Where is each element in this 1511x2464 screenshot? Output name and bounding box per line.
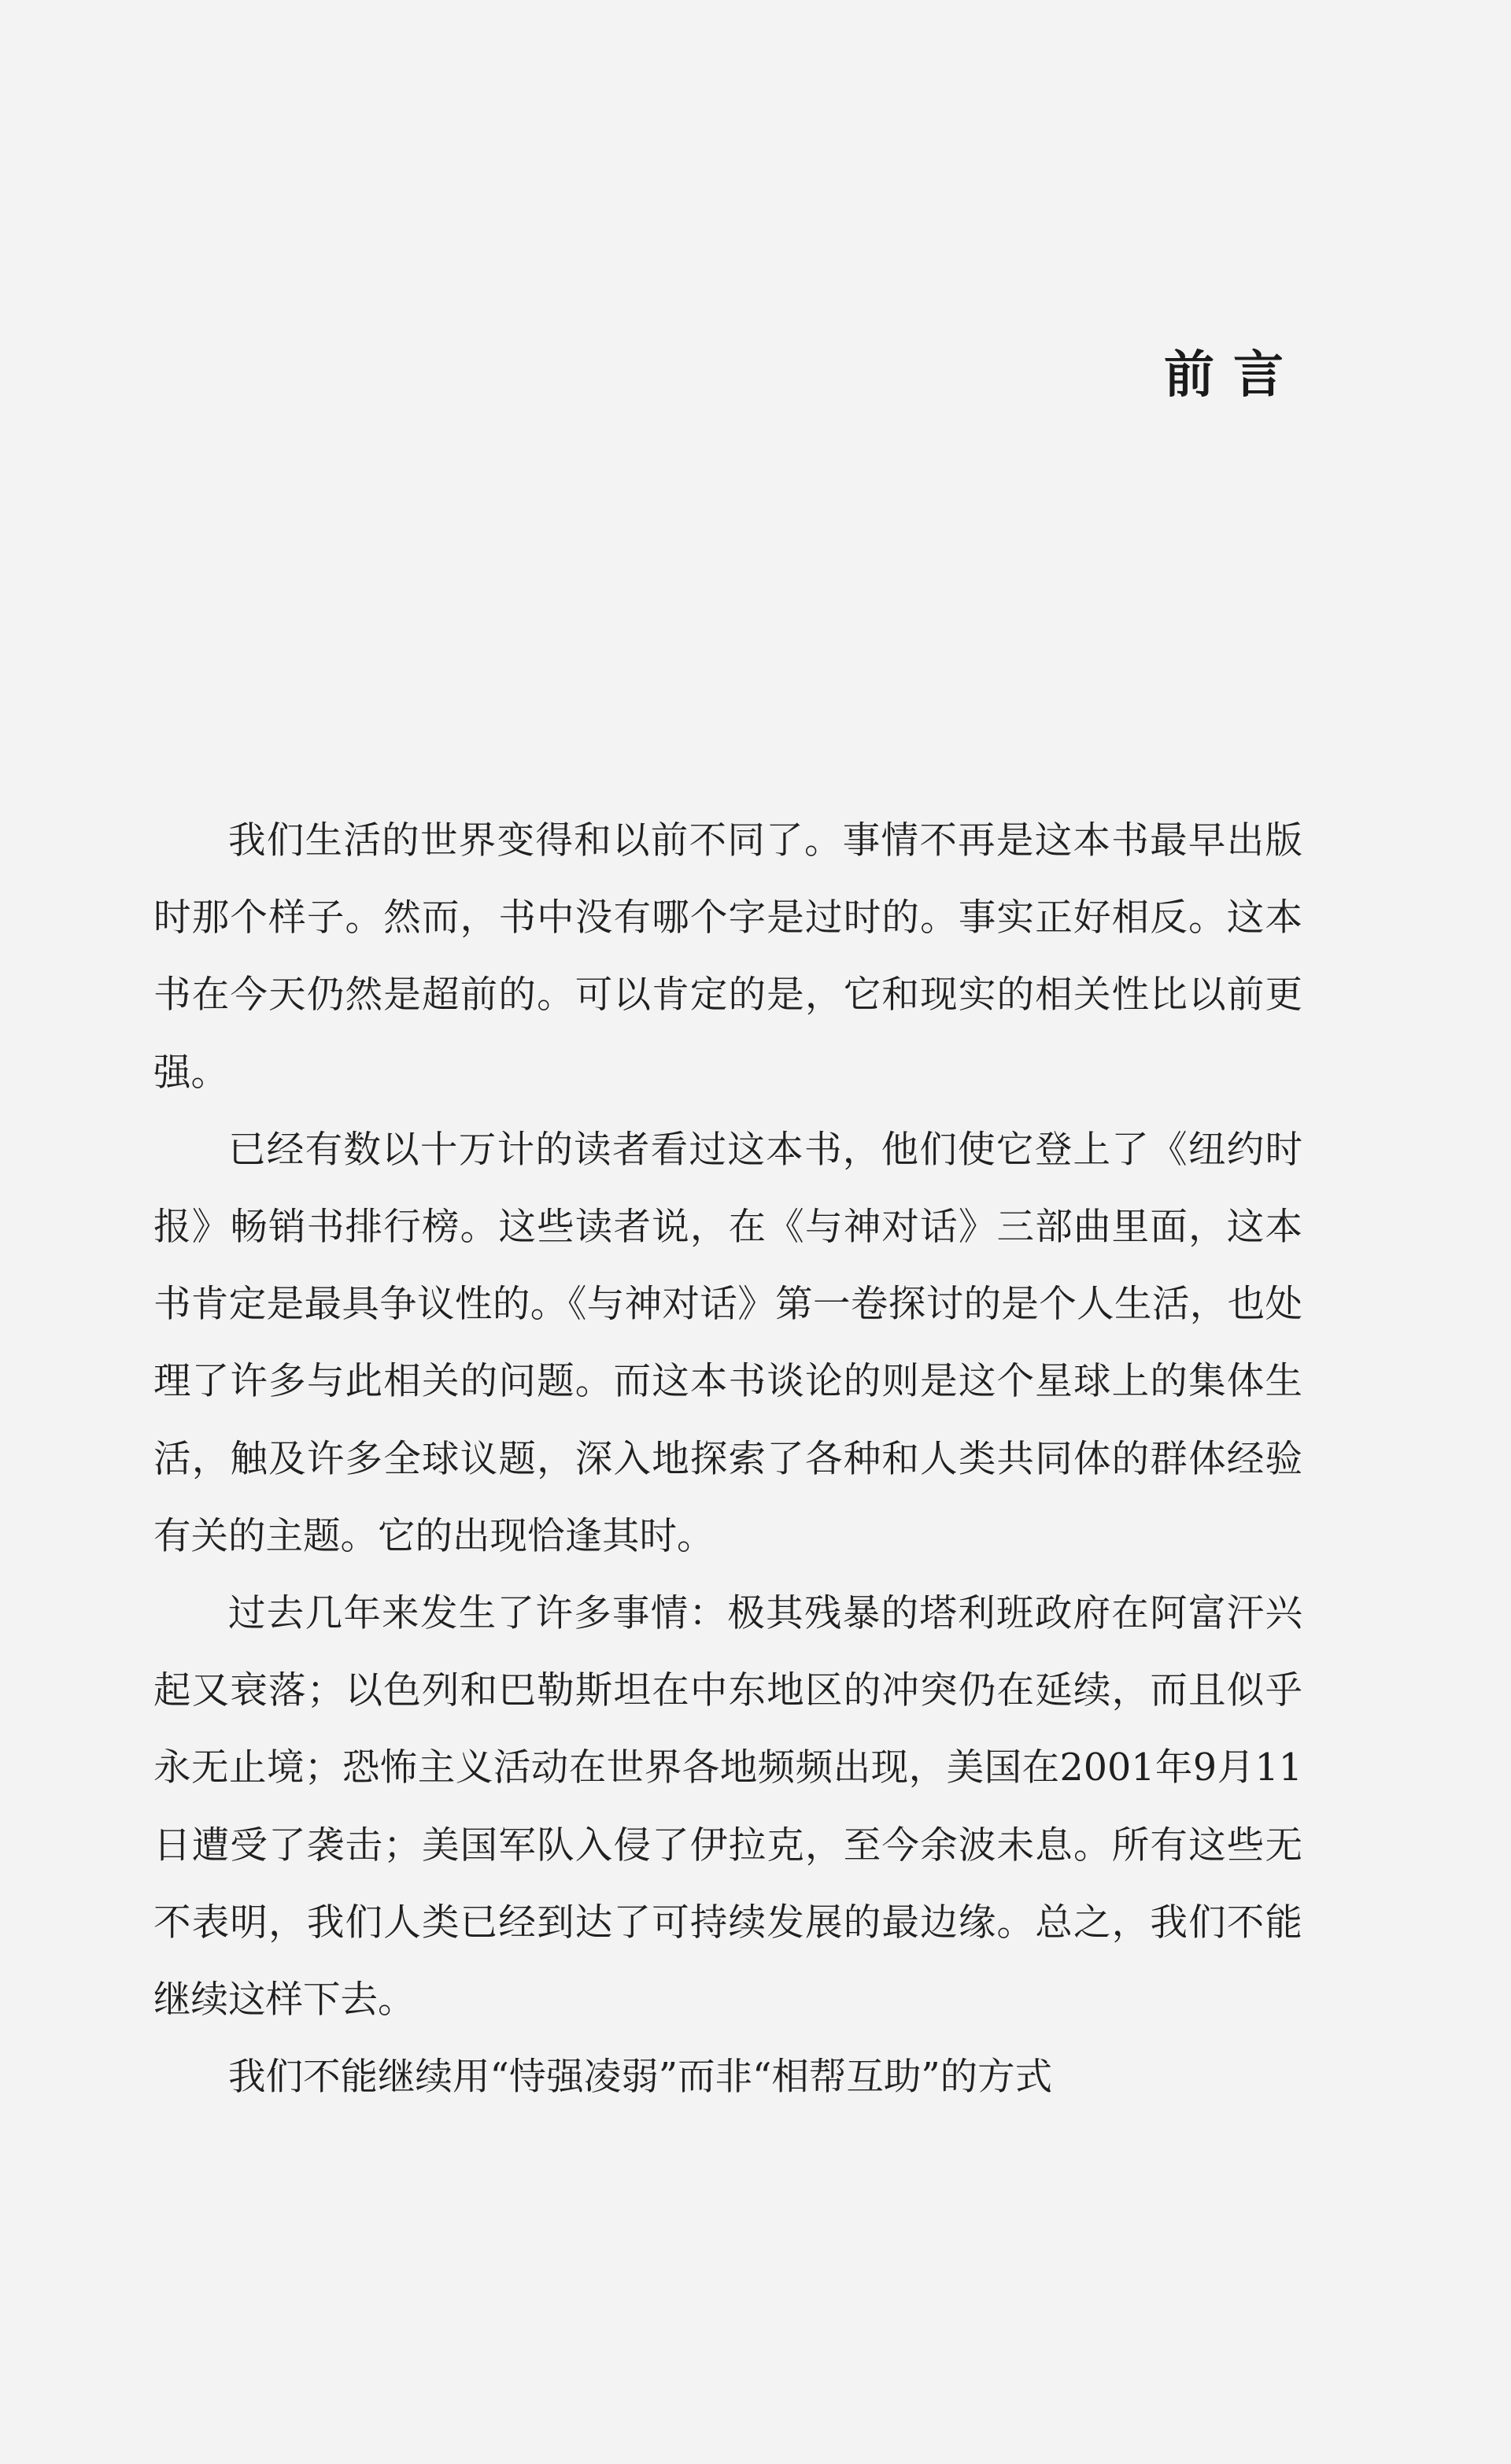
paragraph-2: 已经有数以十万计的读者看过这本书，他们使它登上了《纽约时报》畅销书排行榜。这些读者说，在《与神对话》三部曲里面，这本书肯定是最具争议性的。《与神对话》第一卷探讨的是个人生活，也处理了许多与此相关的问题。而这本书谈论的则是这个星球上的集体生活，触及许多全球议题，深入地探索了各种和人类共同体的群体经验有关的主题。它的出现恰逢其时。 [153, 1128, 1302, 1558]
chapter-title: 前言 [1164, 345, 1302, 405]
paragraph-3: 过去几年来发生了许多事情：极其残暴的塔利班政府在阿富汗兴起又衰落；以色列和巴勒斯坦在中东地区的冲突仍在延续，而且似乎永无止境；恐怖主义活动在世界各地频频出现，美国在2001年9月11日遭受了袭击；美国军队入侵了伊拉克，至今余波未息。所有这些无不表明，我们人类已经到达了可持续发展的最边缘。总之，我们不能继续这样下去。 [153, 1592, 1302, 2023]
paragraph-4: 我们不能继续用“恃强凌弱”而非“相帮互助”的方式 [228, 2056, 1053, 2100]
paragraph-1: 我们生活的世界变得和以前不同了。事情不再是这本书最早出版时那个样子。然而，书中没有哪个字是过时的。事实正好相反。这本书在今天仍然是超前的。可以肯定的是，它和现实的相关性比以前更强。 [153, 819, 1302, 1095]
body-text [153, 803, 1302, 2116]
